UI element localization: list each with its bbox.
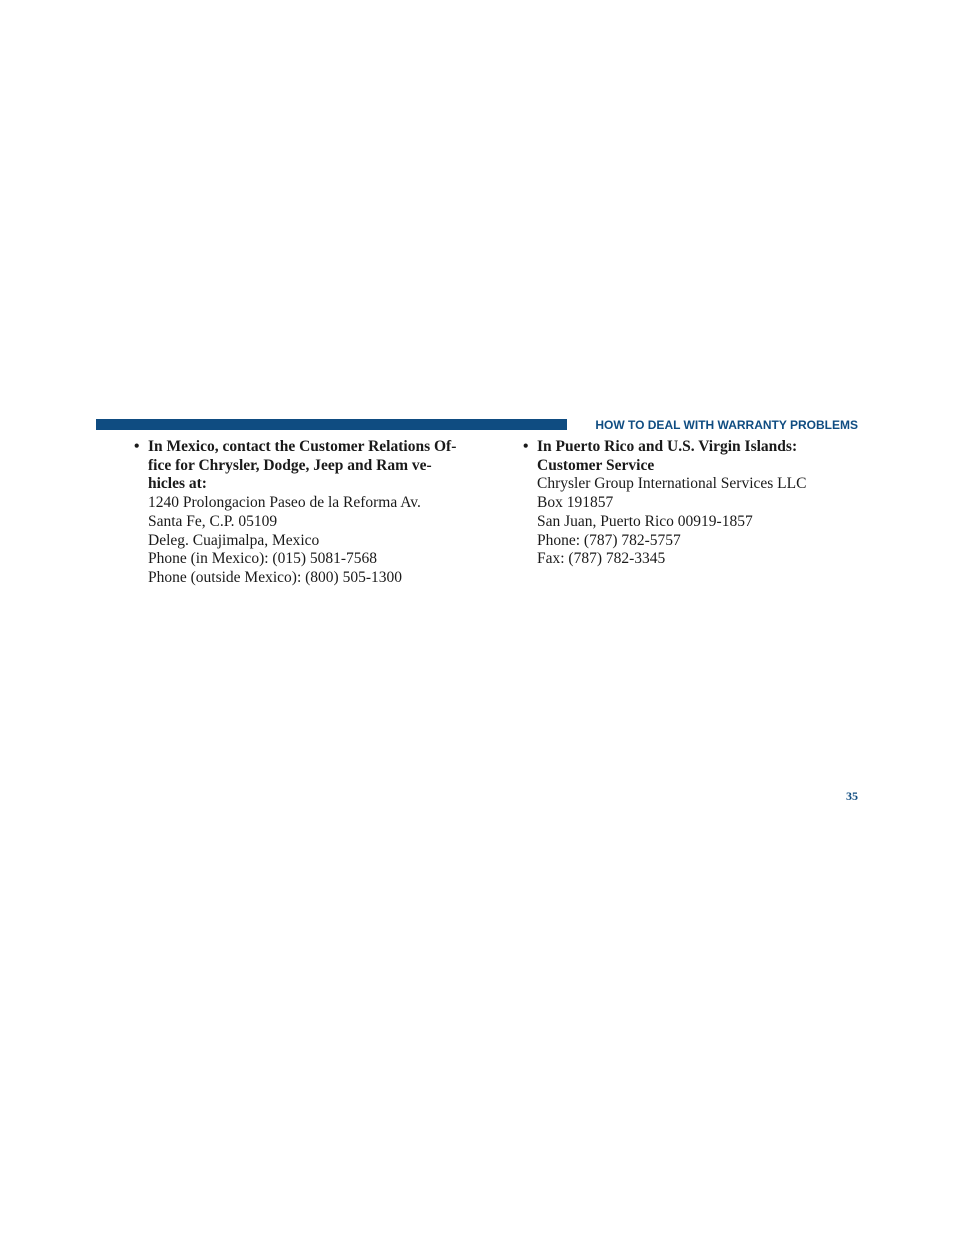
mexico-contact-entry xyxy=(134,438,483,588)
mexico-heading-line: In Mexico, contact the Customer Relations Of- xyxy=(148,438,457,455)
mexico-phone-line: Phone (outside Mexico): (800) 505-1300 xyxy=(148,568,402,586)
mexico-heading-line: hicles at: xyxy=(148,475,207,493)
puerto-rico-heading-line: In Puerto Rico and U.S. Virgin Islands: xyxy=(537,438,798,455)
puerto-rico-fax-line: Fax: (787) 782-3345 xyxy=(537,550,666,568)
mexico-address-line: 1240 Prolongacion Paseo de la Reforma Av. xyxy=(148,494,421,512)
bullet-marker: • xyxy=(134,438,140,455)
puerto-rico-phone-line: Phone: (787) 782-5757 xyxy=(537,531,681,549)
section-header-bar xyxy=(96,419,567,430)
puerto-rico-heading-line: Customer Service xyxy=(537,456,655,474)
puerto-rico-address-line: Box 191857 xyxy=(537,494,614,512)
page-number: 35 xyxy=(846,789,858,803)
mexico-address-line: Deleg. Cuajimalpa, Mexico xyxy=(148,531,320,549)
bullet-marker: • xyxy=(523,438,529,455)
puerto-rico-address-line: Chrysler Group International Services LLC xyxy=(537,475,807,493)
mexico-heading-line: fice for Chrysler, Dodge, Jeep and Ram ve- xyxy=(148,456,432,474)
mexico-phone-line: Phone (in Mexico): (015) 5081-7568 xyxy=(148,550,378,568)
puerto-rico-contact-entry xyxy=(523,438,857,569)
puerto-rico-address-line: San Juan, Puerto Rico 00919-1857 xyxy=(537,512,753,530)
section-title: HOW TO DEAL WITH WARRANTY PROBLEMS xyxy=(595,418,858,432)
mexico-address-line: Santa Fe, C.P. 05109 xyxy=(148,512,278,530)
